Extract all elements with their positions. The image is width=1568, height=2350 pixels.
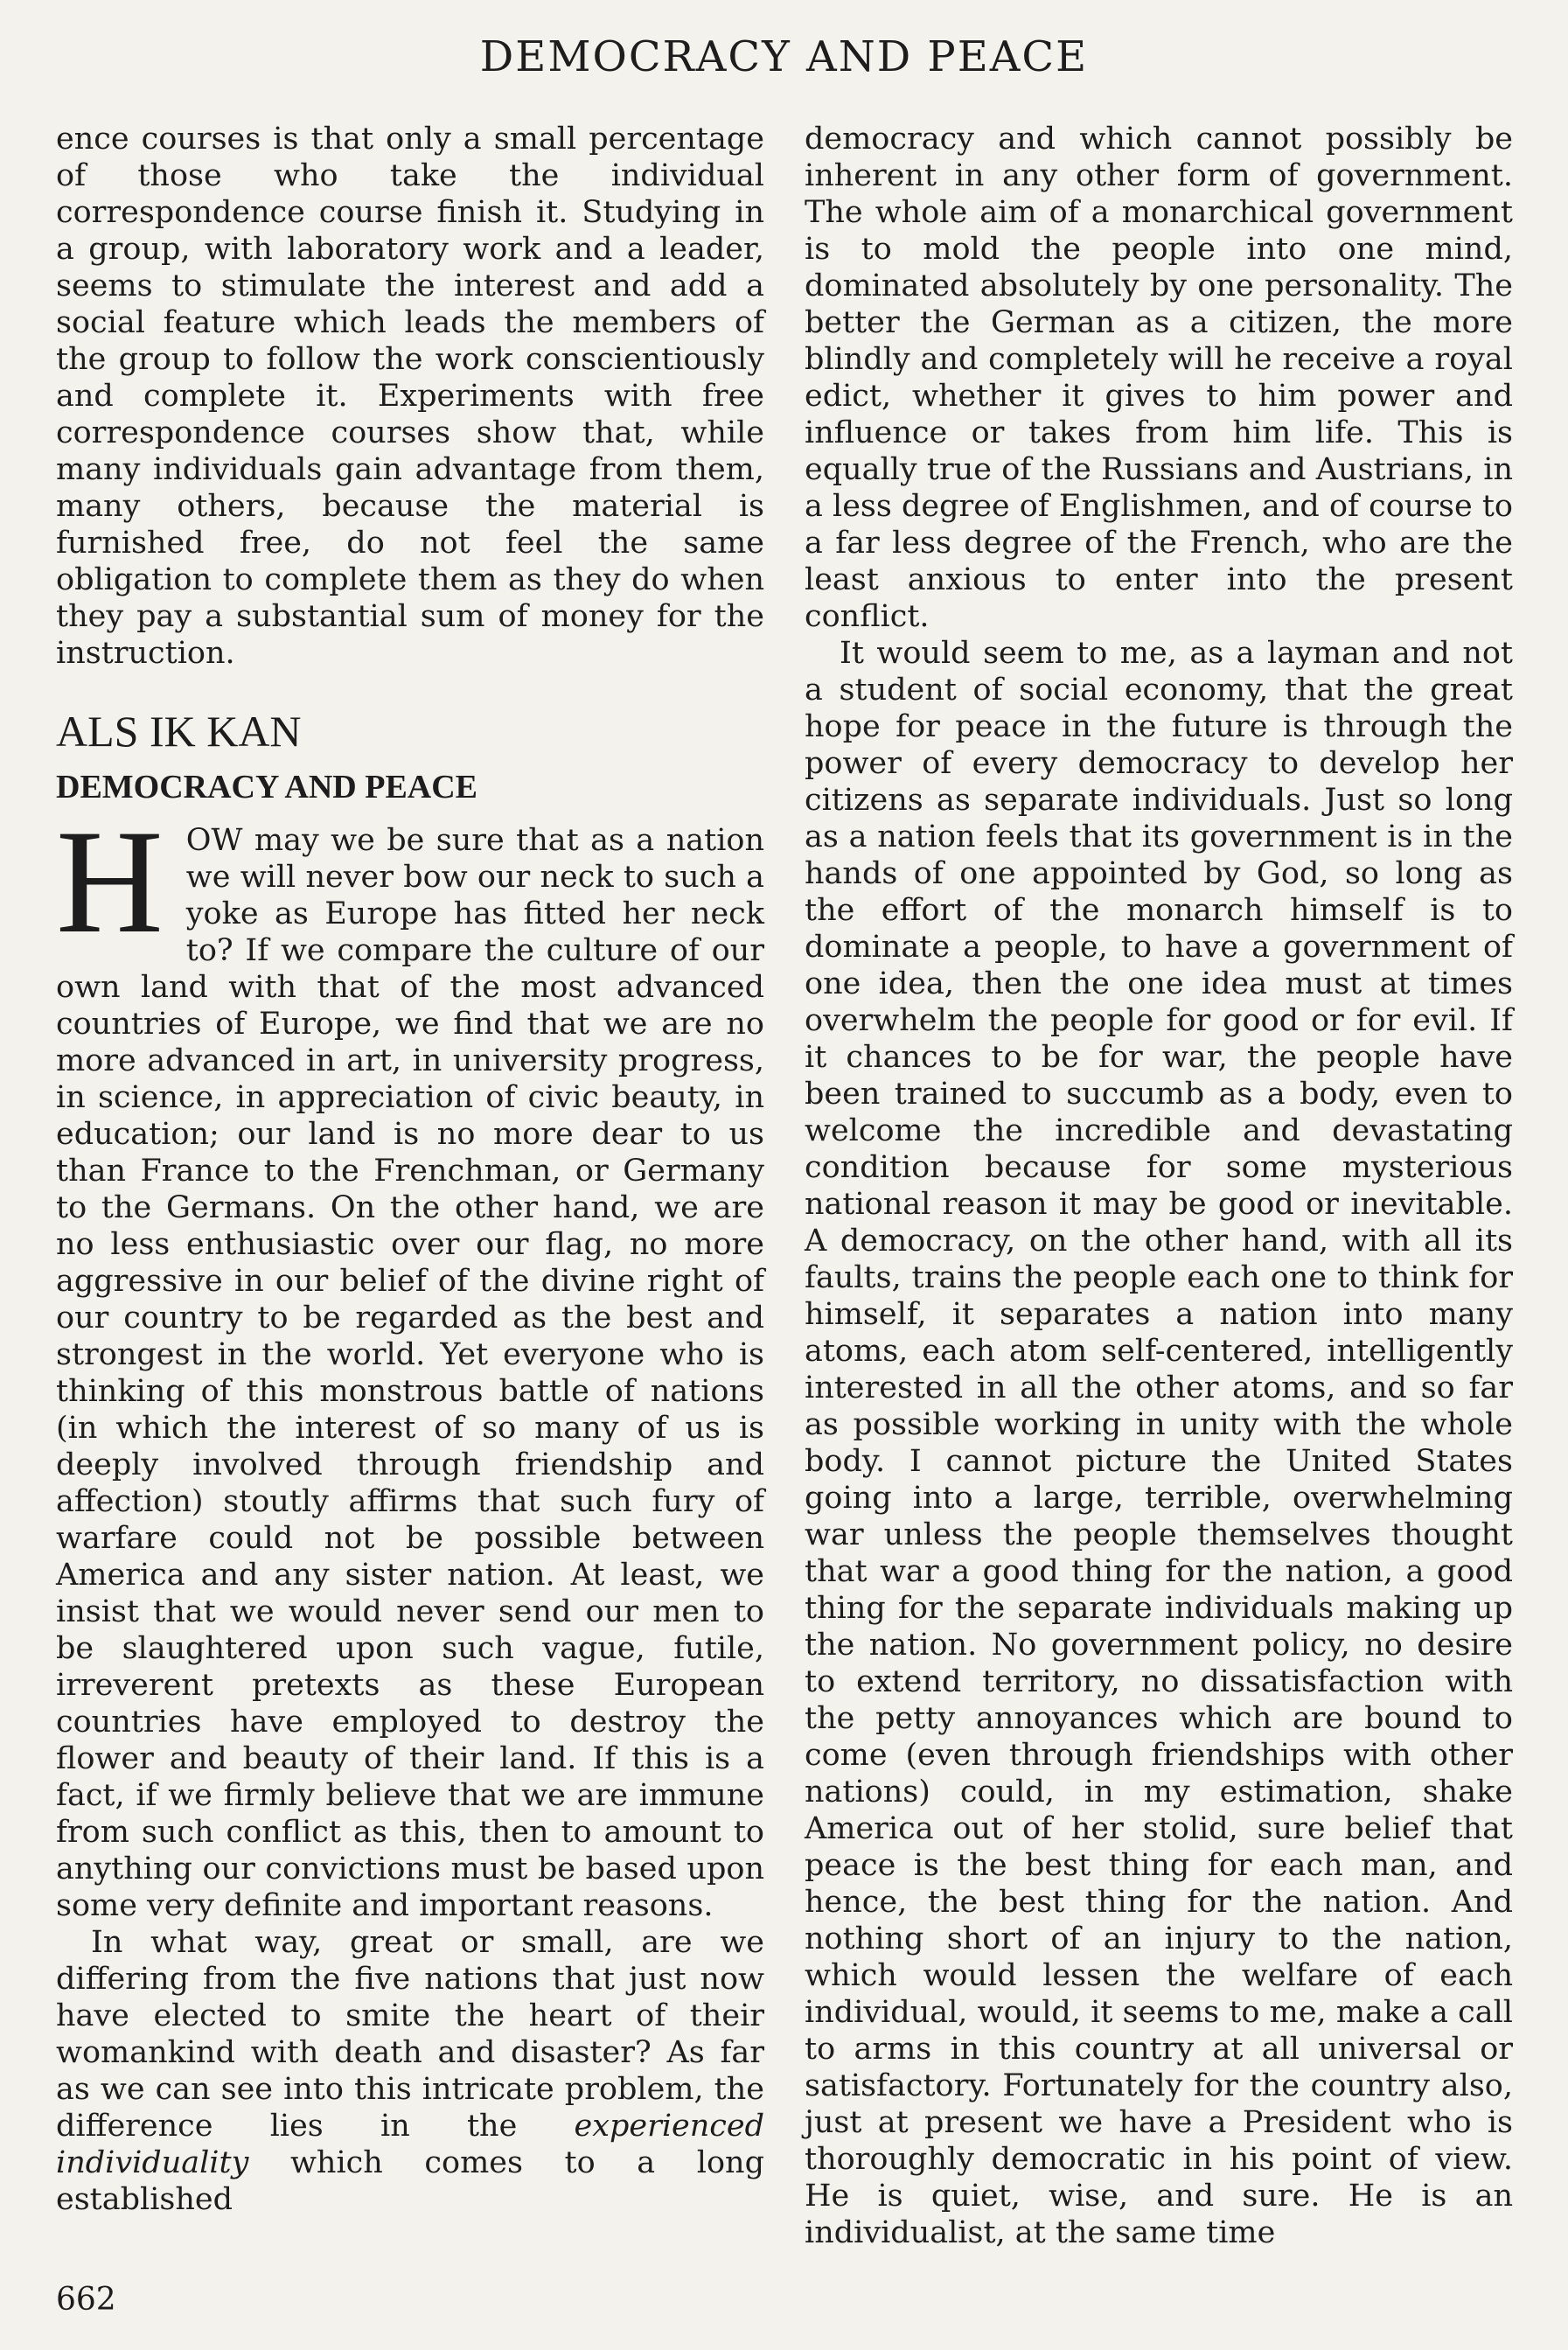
article-title: DEMOCRACY AND PEACE [56,769,478,805]
paragraph: democracy and which cannot possibly be inherent in any other form of government. The whole aim of a monarchical government is to mold the people into one mind, dominated absolutely by one personality. The better the German as a citizen, the more blindly and completely will he receive a royal edict, whether it gives to him power and influence or takes from him life. This is equally true of the Russians and Austrians, in a less degree of Englishmen, and of course to a far less degree of the French, who are the least anxious to enter into the present conflict. [805,122,1513,634]
section-title: ALS IK KAN [56,707,302,756]
drop-cap: H [56,799,164,964]
page-number: 662 [56,2282,116,2318]
emphasis-text: experienced individuality [56,2109,764,2180]
paragraph-opening [56,799,764,1924]
right-column [805,121,1513,2251]
paragraph: It would seem to me, as a layman and not a student of social economy, that the great hope for peace in the future is through the power of every democracy to develop her citizens as separate individuals. Just so long as a nation feels that its government is in the hands of one appointed by God, so long as the effort of the monarch himself is to dominate a people, to have a government of one idea, then the one idea must at times overwhelm the people for good or for evil. If it chances to be for war, the people have been trained to succumb as a body, even to welcome the incredible and devastating condition because for some mysterious national reason it may be good or inevitable. A democracy, on the other hand, with all its faults, trains the people each one to think for himself, it separates a nation into many atoms, each atom self-centered, intelligently interested in all the other atoms, and so far as possible working in unity with the whole body. I cannot picture the United States going into a large, terrible, overwhelming war unless the people themselves thought that war a good thing for the nation, a good thing for the separate individuals making up the nation. No government policy, no desire to extend territory, no dissatisfaction with the petty annoyances which are bound to come (even through friendships with other nations) could, in my estimation, shake America out of her stolid, sure belief that peace is the best thing for each man, and hence, the best thing for the nation. And nothing short of an injury to the nation, which would lessen the welfare of each individual, would, it seems to me, make a call to arms in this country at all universal or satisfactory. Fortunately for the country also, just at present we have a President who is thoroughly democratic in his point of view. He is quiet, wise, and sure. He is an individualist, at the same time [805,636,1513,2250]
paragraph: ence courses is that only a small percentage of those who take the individual correspondence course finish it. Studying in a group, with laboratory work and a leader, seems to stimulate the interest and add a social feature which leads the members of the group to follow the work conscientiously and complete it. Experiments with free correspondence courses show that, while many individuals gain advantage from them, many others, because the material is furnished free, do not feel the same obligation to complete them as they do when they pay a substantial sum of money for the instruction. [56,122,764,671]
left-column [56,121,764,2218]
paragraph-text: In what way, great or small, are we differing from the five nations that just now have elected to smite the heart of their womankind with death and disaster? As far as we can see into this intricate problem, the difference lies in the [56,1925,764,2144]
paragraph-text: which comes to a long established [56,2145,764,2217]
running-head: DEMOCRACY AND PEACE [479,32,1089,81]
opening-text: OW may we be sure that as a nation we will never bow our neck to such a yoke as Europe has fitted her neck to? If we compare the culture of our own land with that of the most advanced countries of Europe, we find that we are no more advanced in art, in university progress, in science, in appreciation of civic beauty, in education; our land is no more dear to us than France to the Frenchman, or Germany to the Germans. On the other hand, we are no less enthusiastic over our flag, no more aggressive in our belief of the divine right of our country to be regarded as the best and strongest in the world. Yet everyone who is thinking of this monstrous battle of nations (in which the interest of so many of us is deeply involved through friendship and affection) stoutly affirms that such fury of warfare could not be possible between America and any sister nation. At least, we insist that we would never send our men to be slaughtered upon such vague, futile, irreverent pretexts as these European countries have employed to destroy the flower and beauty of their land. If this is a fact, if we firmly believe that we are immune from such conflict as this, then to amount to anything our convictions must be based upon some very definite and important reasons. [56,823,764,1923]
paragraph [56,1924,764,2218]
